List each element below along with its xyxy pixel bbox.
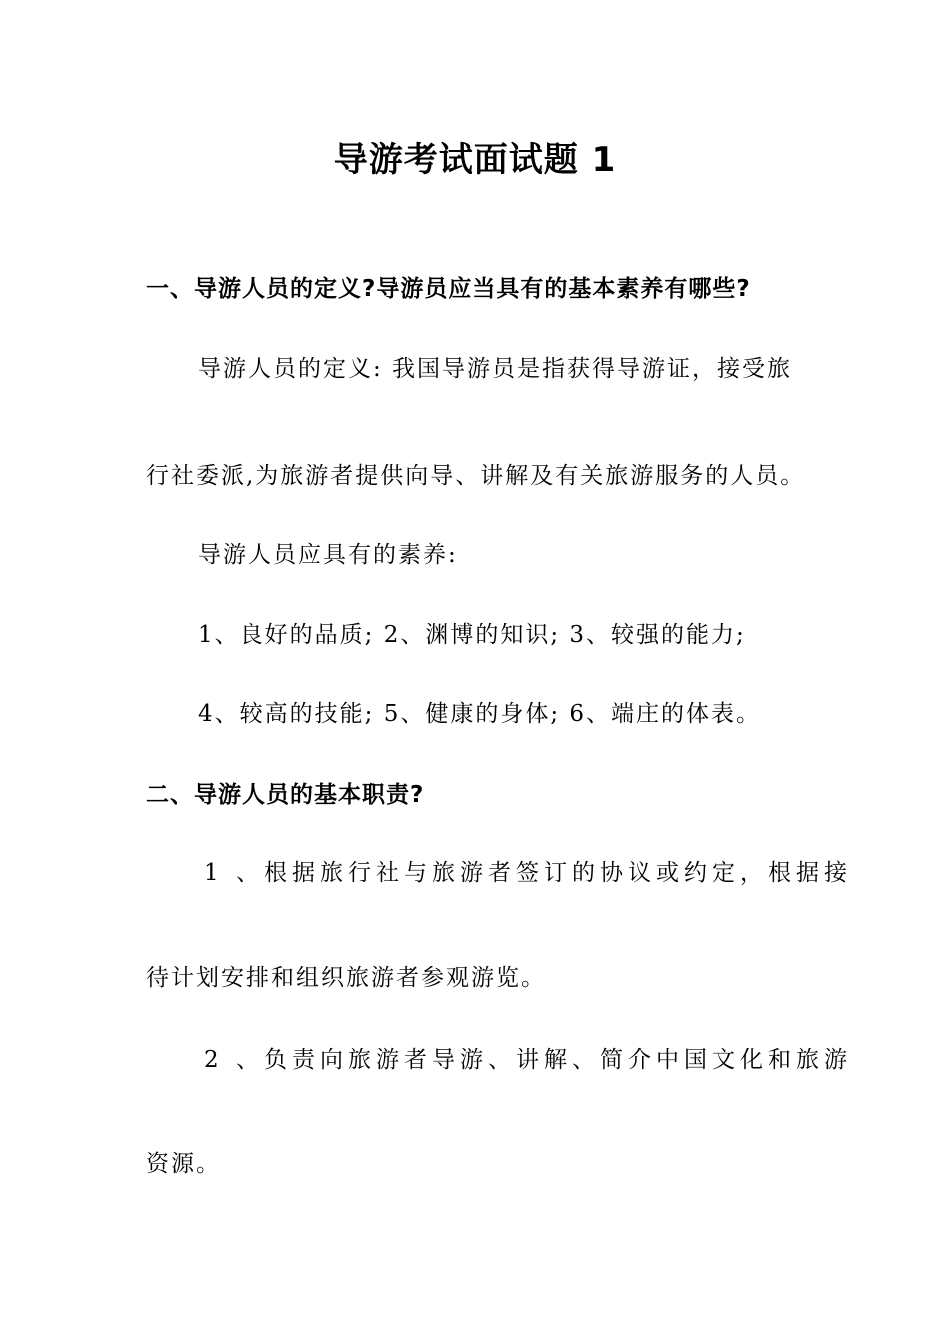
- document-title: 导游考试面试题 1: [333, 140, 617, 180]
- paragraph-line: 4、较高的技能; 5、健康的身体; 6、端庄的体表。: [198, 701, 762, 727]
- paragraph-line: 1 、根据旅行社与旅游者签订的协议或约定，根据接: [204, 860, 852, 886]
- section-heading-1: 一、导游人员的定义?导游员应当具有的基本素养有哪些?: [146, 276, 751, 302]
- paragraph-line: 行社委派,为旅游者提供向导、讲解及有关旅游服务的人员。: [146, 463, 806, 489]
- paragraph-line: 1、良好的品质; 2、渊博的知识; 3、较强的能力;: [198, 622, 746, 648]
- paragraph-line: 导游人员的定义: 我国导游员是指获得导游证，接受旅: [198, 356, 793, 382]
- paragraph-line: 待计划安排和组织旅游者参观游览。: [146, 965, 546, 991]
- paragraph-line: 资源。: [146, 1151, 221, 1177]
- section-heading-2: 二、导游人员的基本职责?: [146, 782, 425, 808]
- paragraph-line: 2 、负责向旅游者导游、讲解、简介中国文化和旅游: [204, 1047, 852, 1073]
- paragraph-line: 导游人员应具有的素养:: [198, 542, 458, 568]
